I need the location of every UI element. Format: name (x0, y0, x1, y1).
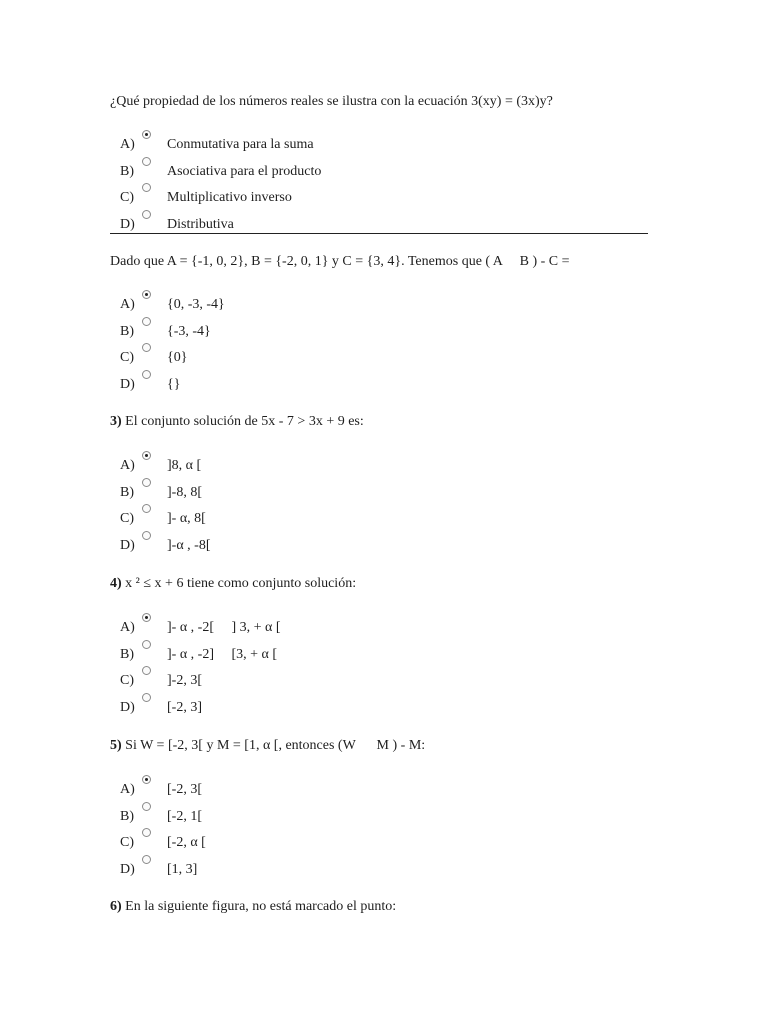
radio-button-checked[interactable] (142, 451, 151, 460)
option-text: Asociativa para el producto (167, 163, 322, 179)
question-stem (110, 253, 670, 271)
radio-button-checked[interactable] (142, 290, 151, 299)
radio-button-checked[interactable] (142, 130, 151, 139)
option-label: A) (120, 782, 135, 797)
option-text: [-2, α [ (167, 835, 206, 850)
question-text: Dado que A = {-1, 0, 2}, B = {-2, 0, 1} y C = {3, 4}. Tenemos que ( A B ) - C = (110, 254, 570, 269)
option-label: C) (120, 350, 134, 365)
question-stem (110, 898, 670, 916)
option-label: D) (120, 861, 135, 877)
option-label: B) (120, 163, 134, 179)
radio-button[interactable] (142, 343, 151, 352)
question-text: x ² ≤ x + 6 tiene como conjunto solución: (121, 576, 357, 591)
radio-button[interactable] (142, 504, 151, 513)
radio-button-checked[interactable] (142, 775, 151, 784)
question-stem (110, 737, 670, 755)
option-text: ]8, α [ (167, 458, 202, 473)
option-label: C) (120, 835, 134, 850)
option-label: B) (120, 484, 134, 500)
option-label: B) (120, 323, 134, 339)
radio-button[interactable] (142, 478, 151, 487)
option-label: A) (120, 297, 135, 312)
divider-line (110, 233, 648, 234)
question-number: 5) (110, 738, 122, 753)
option-text: ]- α, 8[ (167, 511, 206, 526)
option-text: [-2, 3] (167, 699, 202, 715)
option-label: D) (120, 376, 135, 392)
option-text: {0, -3, -4} (167, 297, 225, 312)
option-label: C) (120, 673, 134, 688)
question-5 (110, 737, 670, 877)
question-number: 6) (110, 899, 122, 914)
question-4 (110, 575, 670, 715)
radio-button[interactable] (142, 855, 151, 864)
question-text: El conjunto solución de 5x - 7 > 3x + 9 es: (121, 414, 364, 429)
option-label: B) (120, 646, 134, 662)
question-text: ¿Qué propiedad de los números reales se ilustra con la ecuación 3(xy) = (3x)y? (110, 94, 553, 109)
question-6 (110, 898, 670, 916)
radio-button[interactable] (142, 640, 151, 649)
option-text: ]- α , -2] [3, + α [ (167, 646, 278, 662)
radio-button[interactable] (142, 370, 151, 379)
option-label: C) (120, 511, 134, 526)
question-stem (110, 413, 670, 431)
question-number: 3) (110, 414, 122, 429)
option-text: {-3, -4} (167, 323, 211, 339)
option-text: [-2, 1[ (167, 808, 202, 824)
option-text: [1, 3] (167, 861, 198, 877)
option-text: [-2, 3[ (167, 782, 202, 797)
question-2 (110, 253, 670, 392)
question-stem (110, 93, 670, 111)
option-text: Distributiva (167, 216, 234, 232)
option-label: A) (120, 620, 135, 635)
option-label: C) (120, 190, 134, 205)
radio-button[interactable] (142, 802, 151, 811)
radio-button[interactable] (142, 828, 151, 837)
option-text: Conmutativa para la suma (167, 137, 314, 152)
question-text: Si W = [-2, 3[ y M = [1, α [, entonces (W M ) - M: (121, 738, 426, 753)
option-label: A) (120, 458, 135, 473)
question-stem (110, 575, 670, 593)
radio-button[interactable] (142, 693, 151, 702)
option-text: Multiplicativo inverso (167, 190, 292, 205)
option-text: ]-2, 3[ (167, 673, 202, 688)
option-label: A) (120, 137, 135, 152)
radio-button[interactable] (142, 666, 151, 675)
question-number: 4) (110, 576, 122, 591)
option-label: D) (120, 699, 135, 715)
radio-button[interactable] (142, 317, 151, 326)
question-3 (110, 413, 670, 553)
radio-button[interactable] (142, 157, 151, 166)
radio-button[interactable] (142, 531, 151, 540)
radio-button[interactable] (142, 183, 151, 192)
option-text: ]-α , -8[ (167, 537, 211, 553)
option-label: D) (120, 537, 135, 553)
radio-button-checked[interactable] (142, 613, 151, 622)
option-label: B) (120, 808, 134, 824)
radio-button[interactable] (142, 210, 151, 219)
option-text: ]- α , -2[ ] 3, + α [ (167, 620, 281, 635)
option-text: ]-8, 8[ (167, 484, 202, 500)
option-text: {} (167, 376, 181, 392)
option-text: {0} (167, 350, 188, 365)
question-1 (110, 93, 670, 232)
question-text: En la siguiente figura, no está marcado el punto: (121, 899, 397, 914)
option-label: D) (120, 216, 135, 232)
